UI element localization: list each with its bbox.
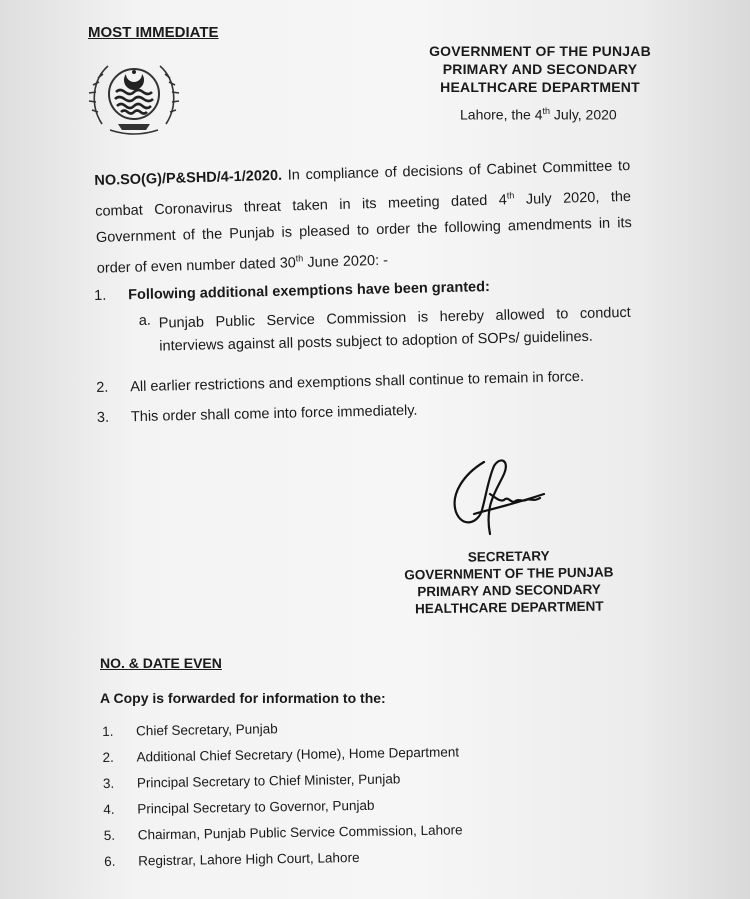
department-header	[424, 42, 656, 96]
list-item: 6. Registrar, Lahore High Court, Lahore	[104, 849, 360, 869]
list-item: 3. Principal Secretary to Chief Minister, Punjab	[102, 771, 401, 791]
priority-label: MOST IMMEDIATE	[88, 24, 219, 41]
order-subitem: a. Punjab Public Service Commission is hereby allowed to conduct interviews against all posts subject to adoption of SOPs/ guidelines.	[138, 304, 631, 355]
department-line-1: GOVERNMENT OF THE PUNJAB	[429, 43, 651, 59]
order-item: 3. This order shall come into force immediately.	[96, 402, 418, 426]
issue-date: Lahore, the 4th July, 2020	[460, 106, 617, 123]
signatory-title: SECRETARY	[467, 548, 550, 565]
reference-number: NO.SO(G)/P&SHD/4-1/2020.	[94, 167, 283, 189]
department-line-3: HEALTHCARE DEPARTMENT	[440, 79, 640, 95]
no-date-even: NO. & DATE EVEN	[100, 655, 222, 671]
punjab-government-emblem-icon	[88, 52, 180, 136]
list-item: 5. Chairman, Punjab Public Service Commission, Lahore	[103, 822, 463, 843]
recipients-list	[102, 717, 544, 880]
handwritten-signature-icon	[444, 454, 554, 544]
order-item: 2. All earlier restrictions and exemptions shall continue to remain in force.	[96, 368, 585, 396]
order-item: 1. Following additional exemptions have been granted:	[94, 279, 491, 304]
department-line-2: PRIMARY AND SECONDARY	[442, 61, 638, 77]
copy-forward-heading: A Copy is forwarded for information to the:	[100, 690, 386, 706]
signatory-line-4: HEALTHCARE DEPARTMENT	[415, 598, 604, 617]
signatory-block	[404, 547, 615, 618]
list-item: 4. Principal Secretary to Governor, Punjab	[103, 797, 375, 817]
order-paragraph: NO.SO(G)/P&SHD/4-1/2020. In compliance of decisions of Cabinet Committee to combat Coronavirus threat taken in its meeting dated 4th July 2020, the Government of the Punjab is pleased to order the following amendments in its order of even number dated 30th June 2020: -	[94, 158, 632, 277]
orders-list	[94, 276, 642, 432]
list-item: 2. Additional Chief Secretary (Home), Home Department	[102, 744, 460, 765]
signatory-line-2: GOVERNMENT OF THE PUNJAB	[404, 564, 614, 583]
list-item: 1. Chief Secretary, Punjab	[102, 721, 278, 739]
signatory-line-3: PRIMARY AND SECONDARY	[417, 581, 601, 600]
